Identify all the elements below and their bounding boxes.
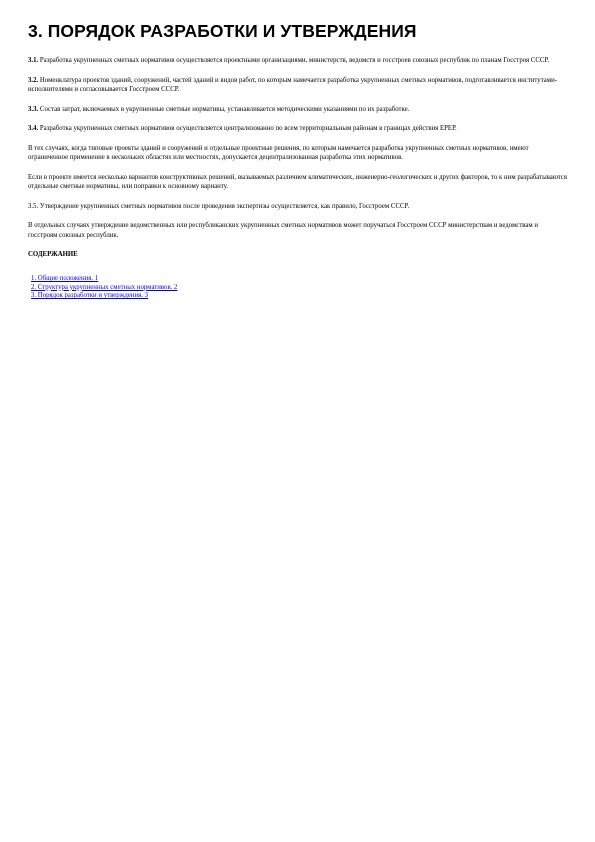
paragraph-3-1 [28,56,568,66]
document-page [28,20,568,301]
toc-item [31,284,568,293]
paragraph-text: Если в проекте имеется несколько вариантов конструктивных решений, вызываемых различием климатических, инженерно-геологических и других факторов, то к ним разрабатываются отдельные сметные нормативы, или поправки к основному варианту. [28,173,568,190]
paragraph-3-5 [28,202,568,212]
paragraph-limited-use [28,144,568,163]
paragraph-text: В отдельных случаях утверждение ведомственных или республиканских укрупненных сметных нормативов может поручаться Госстроем СССР министерствам и ведомствам и госстроям союзных республик. [28,222,539,239]
toc-item [31,292,568,301]
toc-link-general-provisions[interactable]: 1. Общие положения. 1 [31,275,99,282]
toc-link-development-procedure[interactable]: 3. Порядок разработки и утверждения. 3 [31,292,149,299]
paragraph-number: 3.3. [28,105,39,113]
paragraph-text: В тех случаях, когда типовые проекты зданий и сооружений и отдельные проектные решения, по которым намечается разработка укрупненных сметных нормативов, имеют ограниченное применение в нескольких областях или местностях, допускается децентрализованная разработка этих нормативов. [28,144,529,161]
paragraph-variants [28,173,568,192]
paragraph-number: 3.4. [28,125,39,132]
paragraph-number: 3.1. [28,57,39,64]
paragraph-3-2 [28,76,568,95]
paragraph-text: 3.5. Утверждение укрупненных сметных нормативов после проведения экспертизы осуществляется, как правило, Госстроем СССР. [28,202,410,210]
section-heading: 3. ПОРЯДОК РАЗРАБОТКИ И УТВЕРЖДЕНИЯ [28,21,417,41]
toc-link-structure[interactable]: 2. Структура укрупненных сметных нормативов. 2 [31,283,178,291]
paragraph-text: Разработка укрупненных сметных нормативов осуществляется централизованно по всем территориальным районам в границах действия ЕРЕР. [39,125,457,132]
paragraph-text: Состав затрат, включаемых в укрупненные сметные нормативы, устанавливается методическими указаниями по их разработке. [39,105,410,113]
toc-title: СОДЕРЖАНИЕ [28,251,78,258]
paragraph-3-4 [28,124,568,134]
paragraph-approval-delegation [28,221,568,240]
table-of-contents [31,275,568,301]
paragraph-text: Разработка укрупненных сметных нормативов осуществляется проектными организациями, министерств, ведомств и госстроев союзных республик по планам Госстроя СССР. [39,57,550,64]
paragraph-number: 3.2. [28,76,39,84]
paragraph-3-3 [28,105,568,115]
paragraph-text: Номенклатура проектов зданий, сооружений, частей зданий и видов работ, по которым намечается разработка укрупненных сметных нормативов, подготавливается институтами-исполнителями и согласовывается Госстроем СССР. [28,76,557,93]
toc-item [31,275,568,284]
